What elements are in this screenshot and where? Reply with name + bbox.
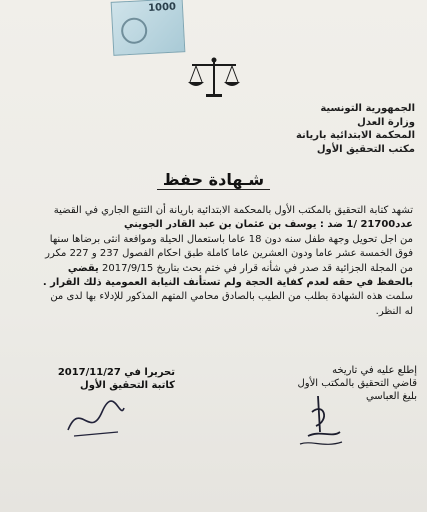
body-line [12, 218, 413, 232]
judge-title: قاضي التحقيق بالمكتب الأول [297, 378, 417, 389]
body-line: فوق الخمسة عشر عاما ودون العشرين عاما كاملة طبق احكام الفصول 237 و 227 مكرر [45, 248, 413, 260]
body-line-decision: بالحفظ في حقه لعدم كفاية الحجة ولم تستأنف النيابة العمومية ذلك القرار . [42, 277, 413, 289]
judge-reviewed: إطلع عليه في تاريخه [332, 365, 417, 376]
header-line-republic: الجمهورية التونسية [320, 103, 415, 114]
issuer-header [265, 102, 415, 156]
body-line: له النظر. [375, 305, 413, 317]
header-line-court: المحكمة الابتدائية باريانة [295, 130, 415, 141]
body-line-emphasis: يقضي [67, 262, 99, 274]
body-line: من اجل تحويل وجهة طفل سنه دون 18 عاما باستعمال الحيلة وموافعة انثى برضاها سنها [49, 233, 413, 245]
stamp-seal-icon [121, 17, 148, 44]
stamp-value: 1000 [147, 1, 177, 14]
clerk-title: كاتبة التحقيق الأول [80, 380, 175, 391]
issue-date-block [35, 366, 175, 392]
fiscal-stamp [111, 0, 186, 56]
document-title [0, 170, 427, 189]
body-line: سلمت هذه الشهادة بطلب من الطيب بالصادق محامي المتهم المذكور للإدلاء بها لدى من [50, 291, 413, 303]
certificate-body [12, 204, 413, 319]
body-line: تشهد كتابة التحقيق بالمكتب الأول بالمحكمة الابتدائية باريانة أن التتبع الجاري في القضية [53, 205, 413, 216]
body-line-text: من المجلة الجزائية قد صدر في شأنه قرار في ختم بحث بتاريخ 2017/9/15 [98, 262, 413, 274]
defendant-name: يوسف بن عثمان بن عبد القادر الجويني [124, 219, 317, 231]
case-number: عدد21700 /1 ضد : [316, 219, 413, 231]
issue-date: تحريرا في 2017/11/27 [57, 367, 175, 378]
scales-of-justice-icon [186, 56, 242, 102]
document-title-text: شـهادة حفظ [157, 170, 270, 190]
header-line-ministry: وزارة العدل [357, 116, 415, 128]
judge-name: بليغ العباسي [365, 391, 417, 402]
clerk-signature [60, 390, 130, 450]
header-line-office: مكتب التحقيق الأول [316, 143, 415, 155]
body-line [12, 262, 413, 276]
judge-signature [290, 392, 350, 452]
